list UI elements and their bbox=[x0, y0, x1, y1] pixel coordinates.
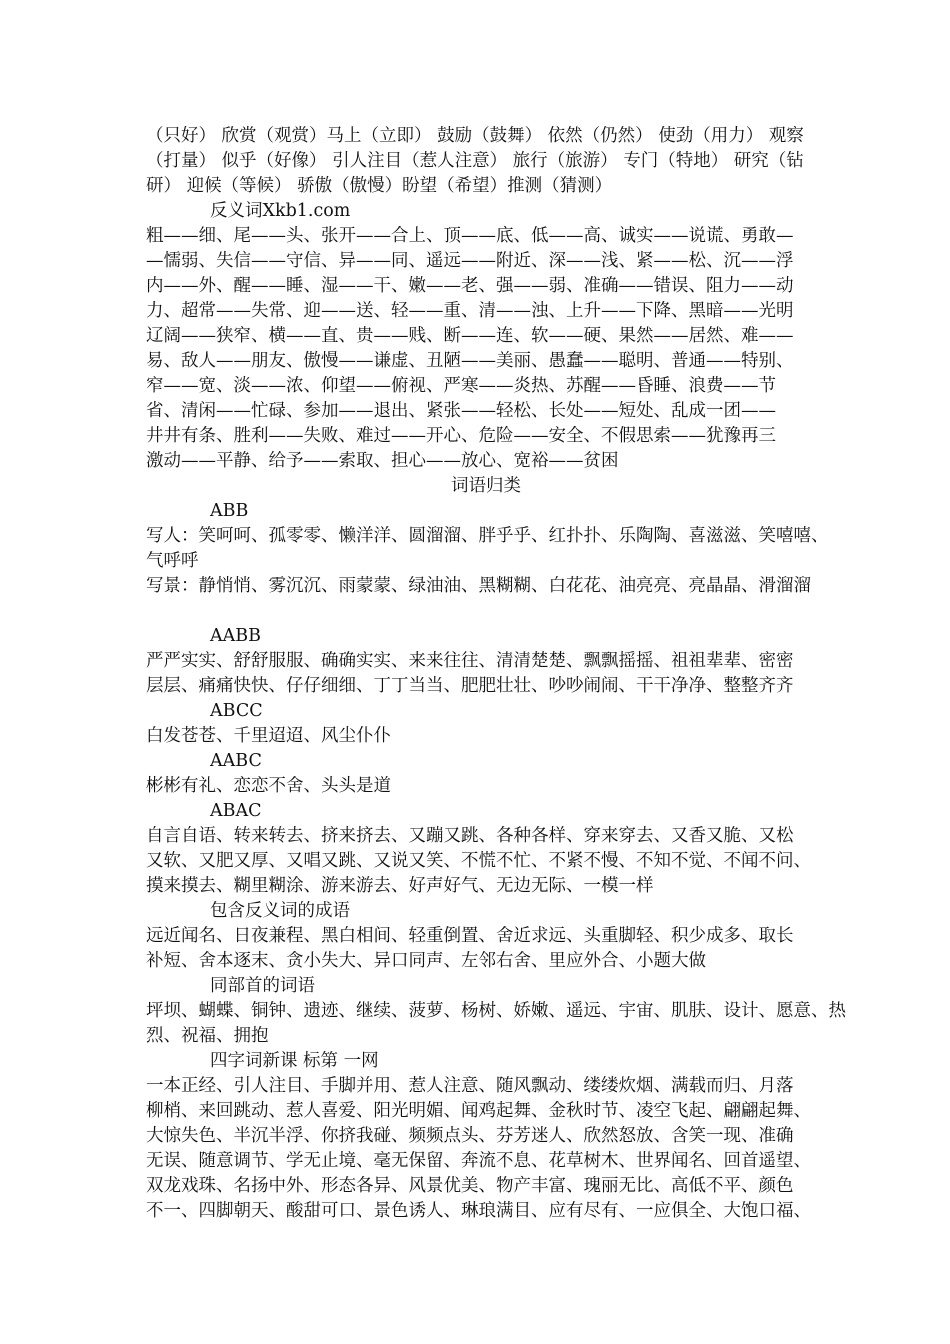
text-line: 不一、四脚朝天、酸甜可口、景色诱人、琳琅满目、应有尽有、一应俱全、大饱口福、 bbox=[146, 1201, 811, 1221]
abcc-heading: ABCC bbox=[210, 701, 263, 721]
text-line: 坪坝、蝴蝶、铜钟、遗迹、继续、菠萝、杨树、娇嫩、遥远、宇宙、肌肤、设计、愿意、热 bbox=[146, 1001, 846, 1021]
text-line: 省、清闲——忙碌、参加——退出、紧张——轻松、长处——短处、乱成一团—— bbox=[146, 401, 776, 421]
antonyms-heading: 反义词Xkb1.com bbox=[210, 201, 351, 221]
text-line: 彬彬有礼、恋恋不舍、头头是道 bbox=[146, 776, 391, 796]
text-line: 大惊失色、半沉半浮、你挤我碰、频频点头、芬芳迷人、欣然怒放、含笑一现、准确 bbox=[146, 1126, 794, 1146]
text-line: 双龙戏珠、名扬中外、形态各异、风景优美、物产丰富、瑰丽无比、高低不平、颜色 bbox=[146, 1176, 794, 1196]
text-line: （打量） 似乎（好像） 引人注目（惹人注意） 旅行（旅游） 专门（特地） 研究（钻 bbox=[146, 151, 804, 171]
text-line: 气呼呼 bbox=[146, 551, 199, 571]
abb-heading: ABB bbox=[210, 501, 249, 521]
text-line: 内——外、醒——睡、湿——干、嫩——老、强——弱、准确——错误、阻力——动 bbox=[146, 276, 794, 296]
text-line: 摸来摸去、糊里糊涂、游来游去、好声好气、无边无际、一模一样 bbox=[146, 876, 654, 896]
blank-line bbox=[146, 599, 826, 624]
text-line: 柳梢、来回跳动、惹人喜爱、阳光明媚、闻鸡起舞、金秋时节、凌空飞起、翩翩起舞、 bbox=[146, 1101, 811, 1121]
section-title: 词语归类 bbox=[451, 476, 521, 496]
text-line: 辽阔——狭窄、横——直、贵——贱、断——连、软——硬、果然——居然、难—— bbox=[146, 326, 794, 346]
text-line: 烈、祝福、拥抱 bbox=[146, 1026, 269, 1046]
text-line: 补短、舍本逐末、贪小失大、异口同声、左邻右舍、里应外合、小题大做 bbox=[146, 951, 706, 971]
same-radical-heading: 同部首的词语 bbox=[210, 976, 315, 996]
text-line: 又软、又肥又厚、又唱又跳、又说又笑、不慌不忙、不紧不慢、不知不觉、不闻不问、 bbox=[146, 851, 811, 871]
text-line: 粗——细、尾——头、张开——合上、顶——底、低——高、诚实——说谎、勇敢— bbox=[146, 226, 794, 246]
text-line: 无误、随意调节、学无止境、毫无保留、奔流不息、花草树木、世界闻名、回首遥望、 bbox=[146, 1151, 811, 1171]
aabb-heading: AABB bbox=[210, 626, 261, 646]
document-page bbox=[146, 124, 846, 1224]
abac-heading: ABAC bbox=[210, 801, 262, 821]
text-line: 写景：静悄悄、雾沉沉、雨蒙蒙、绿油油、黑糊糊、白花花、油亮亮、亮晶晶、滑溜溜 bbox=[146, 576, 811, 596]
text-line: 易、敌人——朋友、傲慢——谦虚、丑陋——美丽、愚蠢——聪明、普通——特别、 bbox=[146, 351, 794, 371]
text-line: 研） 迎候（等候） 骄傲（傲慢）盼望（希望）推测（猜测） bbox=[146, 176, 613, 196]
text-line: 远近闻名、日夜兼程、黑白相间、轻重倒置、舍近求远、头重脚轻、积少成多、取长 bbox=[146, 926, 794, 946]
text-line: 窄——宽、淡——浓、仰望——俯视、严寒——炎热、苏醒——昏睡、浪费——节 bbox=[146, 376, 776, 396]
text-line: 激动——平静、给予——索取、担心——放心、宽裕——贫困 bbox=[146, 451, 619, 471]
synonyms-tail bbox=[146, 124, 826, 199]
text-line: 自言自语、转来转去、挤来挤去、又蹦又跳、各种各样、穿来穿去、又香又脆、又松 bbox=[146, 826, 794, 846]
text-line: （只好） 欣赏（观赏）马上（立即） 鼓励（鼓舞） 依然（仍然） 使劲（用力） 观察 bbox=[146, 126, 804, 146]
text-line: —懦弱、失信——守信、异——同、遥远——附近、深——浅、紧——松、沉——浮 bbox=[146, 251, 794, 271]
text-line: 白发苍苍、千里迢迢、风尘仆仆 bbox=[146, 726, 391, 746]
antonyms-list bbox=[146, 224, 826, 474]
text-line: 一本正经、引人注目、手脚并用、惹人注意、随风飘动、缕缕炊烟、满载而归、月落 bbox=[146, 1076, 794, 1096]
antonym-idioms-heading: 包含反义词的成语 bbox=[210, 901, 350, 921]
aabc-heading: AABC bbox=[210, 751, 262, 771]
text-line: 严严实实、舒舒服服、确确实实、来来往往、清清楚楚、飘飘摇摇、祖祖辈辈、密密 bbox=[146, 651, 794, 671]
text-line: 井井有条、胜利——失败、难过——开心、危险——安全、不假思索——犹豫再三 bbox=[146, 426, 776, 446]
text-line: 写人：笑呵呵、孤零零、懒洋洋、圆溜溜、胖乎乎、红扑扑、乐陶陶、喜滋滋、笑嘻嘻、 bbox=[146, 526, 829, 546]
four-char-heading: 四字词新课 标第 一网 bbox=[210, 1051, 379, 1071]
text-line: 力、超常——失常、迎——送、轻——重、清——浊、上升——下降、黑暗——光明 bbox=[146, 301, 794, 321]
text-line: 层层、痛痛快快、仔仔细细、丁丁当当、肥肥壮壮、吵吵闹闹、干干净净、整整齐齐 bbox=[146, 676, 794, 696]
